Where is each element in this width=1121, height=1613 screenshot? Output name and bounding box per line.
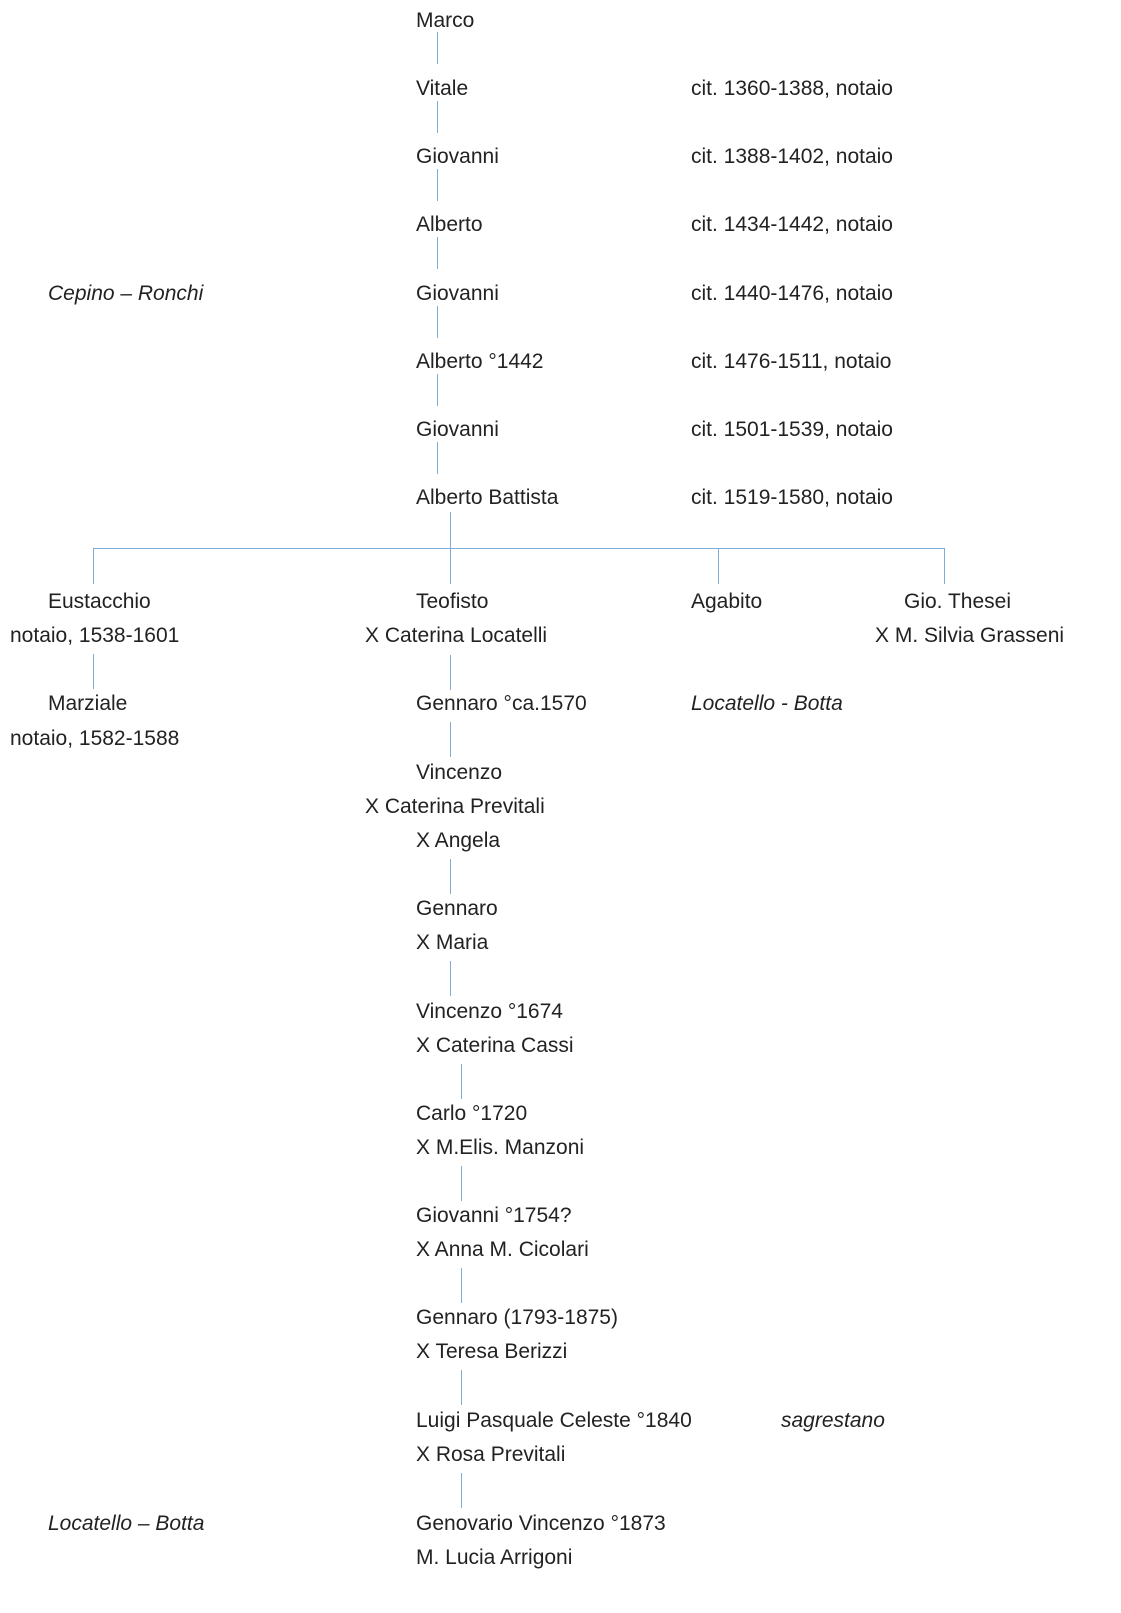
person-giovanni-1754-spouse: X Anna M. Cicolari <box>416 1238 589 1261</box>
person-marco: Marco <box>416 9 475 32</box>
connector-line <box>461 1064 462 1099</box>
connector-line <box>450 548 451 584</box>
person-teofisto-spouse: X Caterina Locatelli <box>365 624 548 647</box>
person-giovanni-3: Giovanni <box>416 418 499 441</box>
connector-line <box>437 237 438 269</box>
connector-line <box>93 654 94 689</box>
connector-line <box>450 512 451 548</box>
person-luigi-pasquale-celeste: Luigi Pasquale Celeste °1840 <box>416 1409 692 1432</box>
connector-line <box>93 548 94 584</box>
connector-line <box>461 1166 462 1201</box>
person-alberto-battista-note: cit. 1519-1580, notaio <box>691 486 893 509</box>
person-carlo-1720: Carlo °1720 <box>416 1102 528 1125</box>
connector-line <box>437 32 438 64</box>
person-carlo-1720-spouse: X M.Elis. Manzoni <box>416 1136 585 1159</box>
person-vincenzo-1674-spouse: X Caterina Cassi <box>416 1034 574 1057</box>
connector-line <box>450 961 451 996</box>
connector-line <box>461 1473 462 1508</box>
connector-line <box>450 655 451 690</box>
person-giovanni-2-note: cit. 1440-1476, notaio <box>691 282 893 305</box>
person-giovanni-2: Giovanni <box>416 282 499 305</box>
person-vincenzo: Vincenzo <box>416 761 503 784</box>
person-agabito: Agabito <box>691 590 763 613</box>
connector-line <box>450 722 451 757</box>
person-gio-thesei: Gio. Thesei <box>904 590 1011 613</box>
person-genovario-vincenzo: Genovario Vincenzo °1873 <box>416 1512 666 1535</box>
connector-line <box>437 169 438 201</box>
person-luigi-note: sagrestano <box>781 1409 885 1432</box>
person-gennaro-1793-spouse: X Teresa Berizzi <box>416 1340 568 1363</box>
connector-line <box>461 1268 462 1303</box>
person-alberto-2: Alberto °1442 <box>416 350 544 373</box>
person-eustacchio-note: notaio, 1538-1601 <box>10 624 180 647</box>
connector-line <box>437 374 438 406</box>
person-vitale-note: cit. 1360-1388, notaio <box>691 77 893 100</box>
connector-line <box>718 548 719 584</box>
person-vitale: Vitale <box>416 77 469 100</box>
person-giovanni-3-note: cit. 1501-1539, notaio <box>691 418 893 441</box>
connector-line <box>437 442 438 474</box>
person-giovanni-1-note: cit. 1388-1402, notaio <box>691 145 893 168</box>
person-gennaro-2-spouse: X Maria <box>416 931 489 954</box>
person-alberto-2-note: cit. 1476-1511, notaio <box>691 350 892 373</box>
person-vincenzo-1674: Vincenzo °1674 <box>416 1000 563 1023</box>
person-genovario-spouse: M. Lucia Arrigoni <box>416 1546 573 1569</box>
connector-line <box>437 306 438 338</box>
person-vincenzo-spouse-2: X Angela <box>416 829 501 852</box>
person-teofisto: Teofisto <box>416 590 489 613</box>
place-cepino-ronchi: Cepino – Ronchi <box>48 282 204 305</box>
person-gio-thesei-spouse: X M. Silvia Grasseni <box>875 624 1065 647</box>
person-gennaro-1793: Gennaro (1793-1875) <box>416 1306 618 1329</box>
person-alberto-1: Alberto <box>416 213 483 236</box>
person-vincenzo-spouse: X Caterina Previtali <box>365 795 545 818</box>
place-locatello-botta-branch: Locatello - Botta <box>691 692 843 715</box>
person-marziale: Marziale <box>48 692 128 715</box>
connector-line <box>450 859 451 894</box>
person-marziale-note: notaio, 1582-1588 <box>10 727 180 750</box>
person-gennaro-1570: Gennaro °ca.1570 <box>416 692 587 715</box>
connector-line <box>944 548 945 584</box>
branch-line <box>93 548 944 549</box>
person-alberto-1-note: cit. 1434-1442, notaio <box>691 213 893 236</box>
person-giovanni-1: Giovanni <box>416 145 499 168</box>
person-alberto-battista: Alberto Battista <box>416 486 559 509</box>
person-giovanni-1754: Giovanni °1754? <box>416 1204 572 1227</box>
connector-line <box>461 1370 462 1405</box>
person-gennaro-2: Gennaro <box>416 897 498 920</box>
person-eustacchio: Eustacchio <box>48 590 151 613</box>
connector-line <box>437 101 438 133</box>
person-luigi-spouse: X Rosa Previtali <box>416 1443 566 1466</box>
place-locatello-botta-bottom: Locatello – Botta <box>48 1512 205 1535</box>
